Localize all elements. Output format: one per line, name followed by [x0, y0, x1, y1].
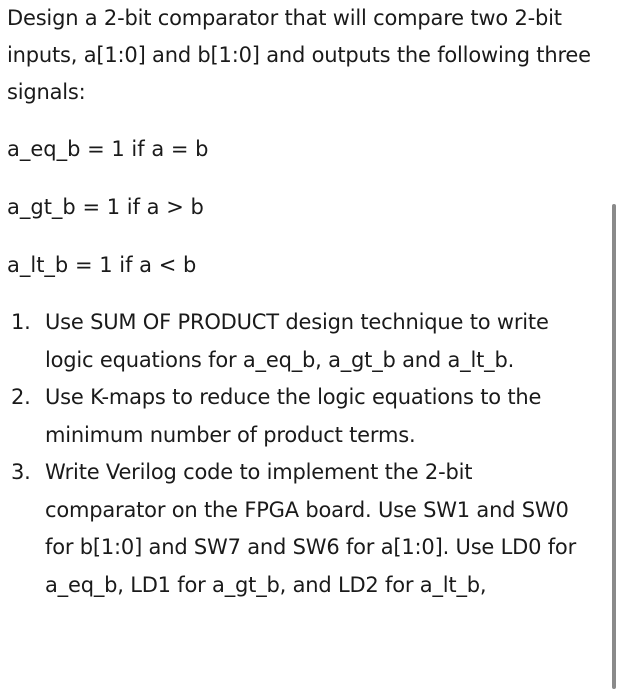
list-item-number: 1. — [11, 310, 31, 334]
list-item-number: 3. — [11, 460, 31, 484]
document-body — [7, 0, 597, 604]
task-list — [7, 304, 597, 604]
list-item-text: Write Verilog code to implement the 2-bit comparator on the FPGA board. Use SW1 and SW0 for b[1:0] and SW7 and SW6 for a[1:0]. Use LD0 for a_eq_b, LD1 for a_gt_b, and LD2 for a_lt_b, — [45, 460, 577, 597]
list-item — [7, 454, 597, 604]
list-item — [7, 304, 597, 379]
signal-eq: a_eq_b = 1 if a = b — [7, 137, 209, 161]
signal-lt: a_lt_b = 1 if a < b — [7, 253, 197, 277]
problem-statement: Design a 2-bit comparator that will compare two 2-bit inputs, a[1:0] and b[1:0] and outputs the following three signals: — [7, 6, 591, 104]
vertical-scrollbar[interactable] — [612, 204, 616, 689]
list-item-text: Use K-maps to reduce the logic equations to the minimum number of product terms. — [45, 385, 542, 447]
list-item-number: 2. — [11, 385, 31, 409]
list-item-text: Use SUM OF PRODUCT design technique to write logic equations for a_eq_b, a_gt_b and a_lt_b. — [45, 310, 549, 372]
list-item — [7, 379, 597, 454]
signal-gt: a_gt_b = 1 if a > b — [7, 195, 204, 219]
